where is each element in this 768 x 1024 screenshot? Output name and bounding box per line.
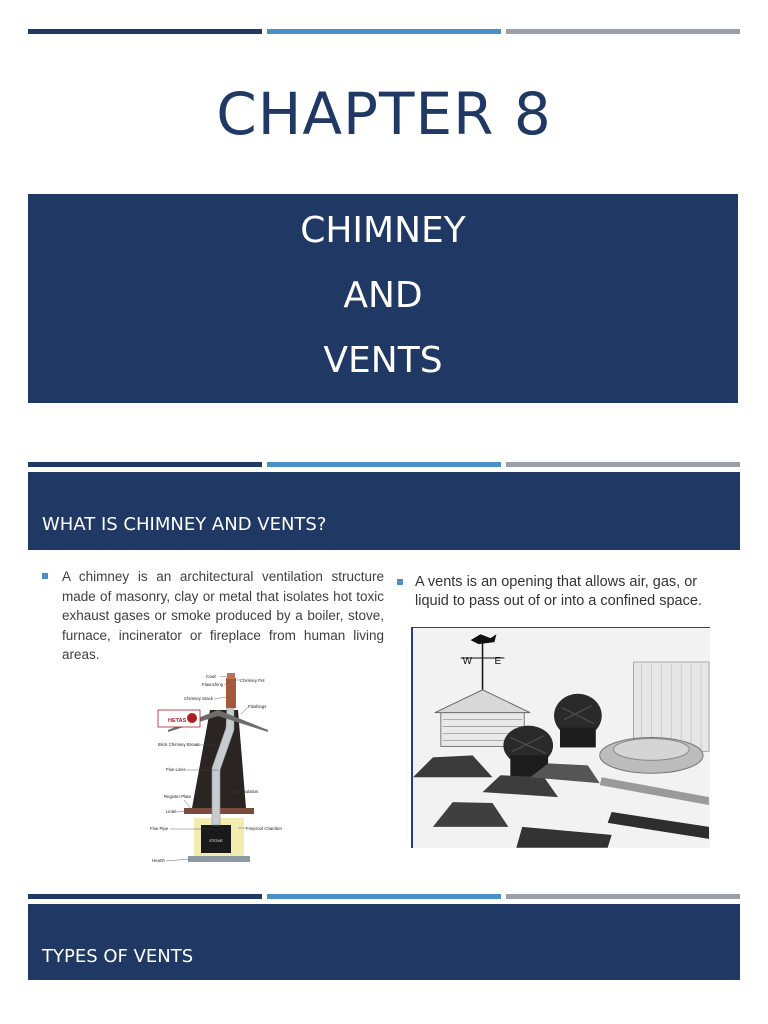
accent-bar-blue: [267, 29, 501, 34]
label-register-plate: Register Plate: [164, 794, 191, 799]
chimney-diagram: [148, 670, 288, 865]
section2-accent-bars: [28, 894, 740, 899]
accent-bar-navy: [28, 462, 262, 467]
label-flashings: Flashings: [248, 704, 267, 709]
top-accent-bars: [28, 29, 740, 34]
roof-vents-photo: [411, 627, 710, 848]
weathervane-w: W: [462, 655, 473, 667]
chimney-bullet: [42, 567, 384, 665]
label-chimney-stack: Chimney Stack: [184, 696, 213, 701]
label-flue-liner: Flue Liner: [166, 767, 186, 772]
bullet-square-icon: [42, 573, 48, 579]
hearth-base: [188, 856, 250, 862]
accent-bar-blue: [267, 462, 501, 467]
label-insulation: Insulation: [240, 789, 259, 794]
section1-heading: WHAT IS CHIMNEY AND VENTS?: [42, 513, 327, 535]
label-brick-chimney-breast: Brick Chimney Breast: [158, 742, 200, 747]
accent-bar-blue: [267, 894, 501, 899]
accent-bar-gray: [506, 894, 740, 899]
title-line-vents: VENTS: [323, 340, 443, 381]
weathervane-e: E: [494, 655, 502, 667]
hetas-badge-text: HETAS: [168, 718, 187, 724]
label-flue-pipe: Flue Pipe: [150, 826, 169, 831]
vents-definition: A vents is an opening that allows air, gas, or liquid to pass out of or into a confined space.: [415, 574, 702, 609]
accent-bar-gray: [506, 29, 740, 34]
bullet-square-icon: [397, 579, 403, 585]
label-stove: STOVE: [209, 838, 223, 843]
chimney-definition: A chimney is an architectural ventilation structure made of masonry, clay or metal that isolates hot toxic exhaust gases or smoke produced by a boiler, stove, furnace, incinerator or fireplace from human living areas.: [62, 569, 384, 662]
accent-bar-navy: [28, 29, 262, 34]
label-flaunching: Flaunching: [202, 682, 224, 687]
cowl-shape: [227, 673, 235, 679]
label-hearth: Hearth: [152, 858, 165, 863]
label-cowl: Cowl: [206, 674, 216, 679]
accent-bar-gray: [506, 462, 740, 467]
section1-accent-bars: [28, 462, 740, 467]
title-line-chimney: CHIMNEY: [300, 210, 466, 251]
section2-heading-bar: [28, 904, 740, 980]
title-line-and: AND: [343, 275, 423, 316]
section1-heading-bar: [28, 472, 740, 550]
label-lintel: Lintel: [166, 809, 177, 814]
vents-bullet: [397, 573, 715, 611]
accent-bar-navy: [28, 894, 262, 899]
chapter-title: CHAPTER 8: [216, 80, 552, 148]
label-fireproof-chamber: Fireproof Chamber: [246, 826, 283, 831]
hetas-check-icon: [187, 713, 197, 723]
section2-heading: TYPES OF VENTS: [42, 945, 194, 967]
label-chimney-pot: Chimney Pot: [240, 678, 265, 683]
title-box: [28, 194, 738, 403]
